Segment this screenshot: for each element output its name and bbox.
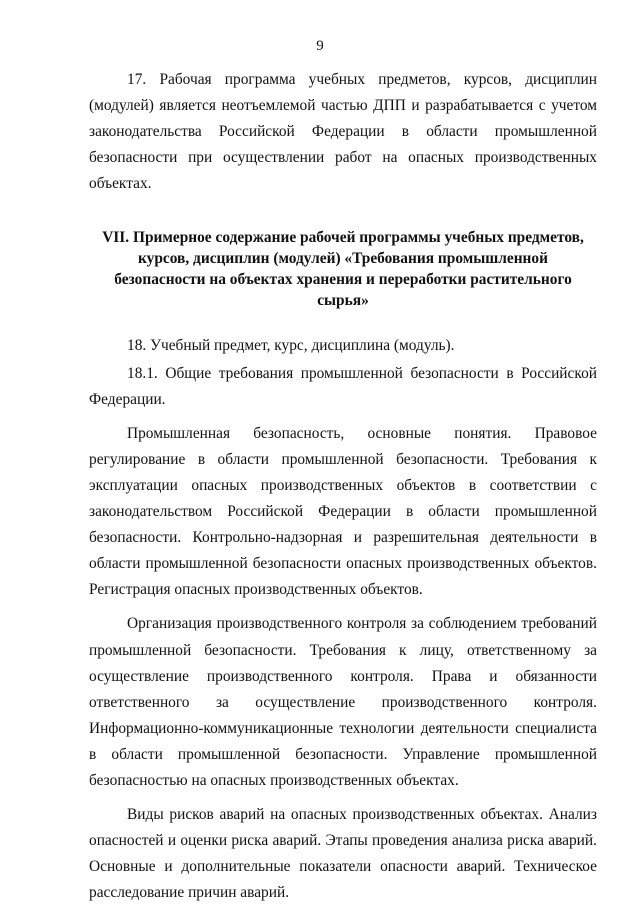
paragraph-accident-risks: Виды рисков аварий на опасных производственных объектах. Анализ опасностей и оценки риска аварий. Этапы проведения анализа риска аварий. Основные и дополнительные показатели опасности аварий. Техническое расследование причин аварий. [89,806,597,902]
paragraph-17: 17. Рабочая программа учебных предметов, курсов, дисциплин (модулей) является неотъемлемой частью ДПП и разрабатывается с учетом законодательства Российской Федерации в области промышленной безопасности при осуществлении работ на опасных производственных объектах. [89,71,597,193]
paragraph-industrial-safety: Промышленная безопасность, основные понятия. Правовое регулирование в области промышленной безопасности. Требования к эксплуатации опасных производственных объектов в соответствии с законодательством Российской Федерации в области промышленной безопасности. Контрольно-надзорная и разрешительная деятельности в области промышленной безопасности опасных производственных объектов. Регистрация опасных производственных объектов. [89,424,597,599]
paragraph-18-1: 18.1. Общие требования промышленной безопасности в Российской Федерации. [89,364,597,408]
page-number: 9 [316,38,324,54]
section-heading: VII. Примерное содержание рабочей программы учебных предметов, курсов, дисциплин (модулей) «Требования промышленной безопасности на объектах хранения и переработки растительного сырья» [102,229,584,310]
paragraph-18: 18. Учебный предмет, курс, дисциплина (модуль). [127,337,455,355]
page-content [89,67,597,906]
paragraph-production-control: Организация производственного контроля за соблюдением требований промышленной безопасности. Требования к лицу, ответственному за осуществление производственного контроля. Права и обязанности ответственного за осуществление производственного контроля. Информационно-коммуникационные технологии деятельности специалиста в области промышленной безопасности. Управление промышленной безопасностью на опасных производственных объектах. [89,615,597,789]
